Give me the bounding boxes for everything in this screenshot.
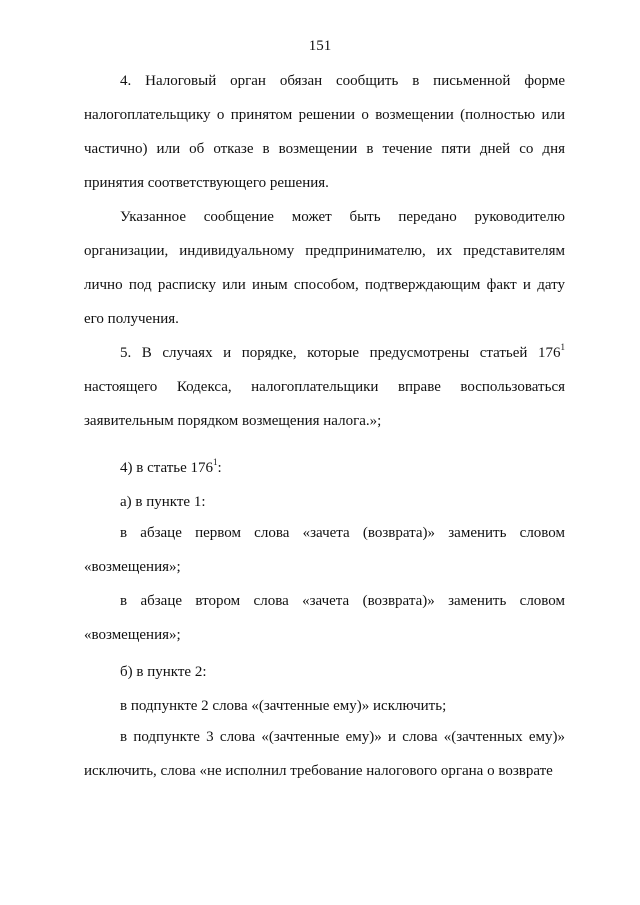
- item-b: б) в пункте 2:: [120, 664, 207, 680]
- subitem-2: в подпункте 2 слова «(зачтенные ему)» исключить;: [120, 698, 447, 714]
- item-a: а) в пункте 1:: [120, 494, 206, 510]
- item-4-superscript: 1: [213, 457, 218, 467]
- paragraph-abz2: в абзаце втором слова «зачета (возврата)» заменить словом «возмещения»;: [84, 593, 565, 643]
- paragraph-sub3: в подпункте 3 слова «(зачтенные ему)» и слова «(зачтенных ему)» исключить, слова «не исполнил требование налогового органа о возврате: [84, 729, 565, 779]
- paragraph-abz1: в абзаце первом слова «зачета (возврата)» заменить словом «возмещения»;: [84, 525, 565, 575]
- page-number: 151: [308, 38, 332, 54]
- item-4-text: 4) в статье 176: [120, 460, 214, 476]
- item-4-colon: :: [217, 460, 222, 476]
- paragraph-notice: Указанное сообщение может быть передано руководителю организации, индивидуальному предпринимателю, их представителям лично под расписку или иным способом, подтверждающим факт и дату его получения.: [84, 209, 565, 327]
- paragraph-5: [84, 336, 565, 438]
- paragraph-5-text-cont: настоящего Кодекса, налогоплательщики вправе воспользоваться заявительным порядком возмещения налога.»;: [84, 379, 565, 429]
- paragraph-4: 4. Налоговый орган обязан сообщить в письменной форме налогоплательщику о принятом решении о возмещении (полностью или частично) или об отказе в возмещении в течение пяти дней со дня принятия соответствующего решения.: [84, 73, 565, 191]
- item-4: [120, 458, 222, 478]
- paragraph-5-text: 5. В случаях и порядке, которые предусмотрены статьей 176: [120, 345, 561, 361]
- paragraph-5-superscript: 1: [560, 342, 565, 352]
